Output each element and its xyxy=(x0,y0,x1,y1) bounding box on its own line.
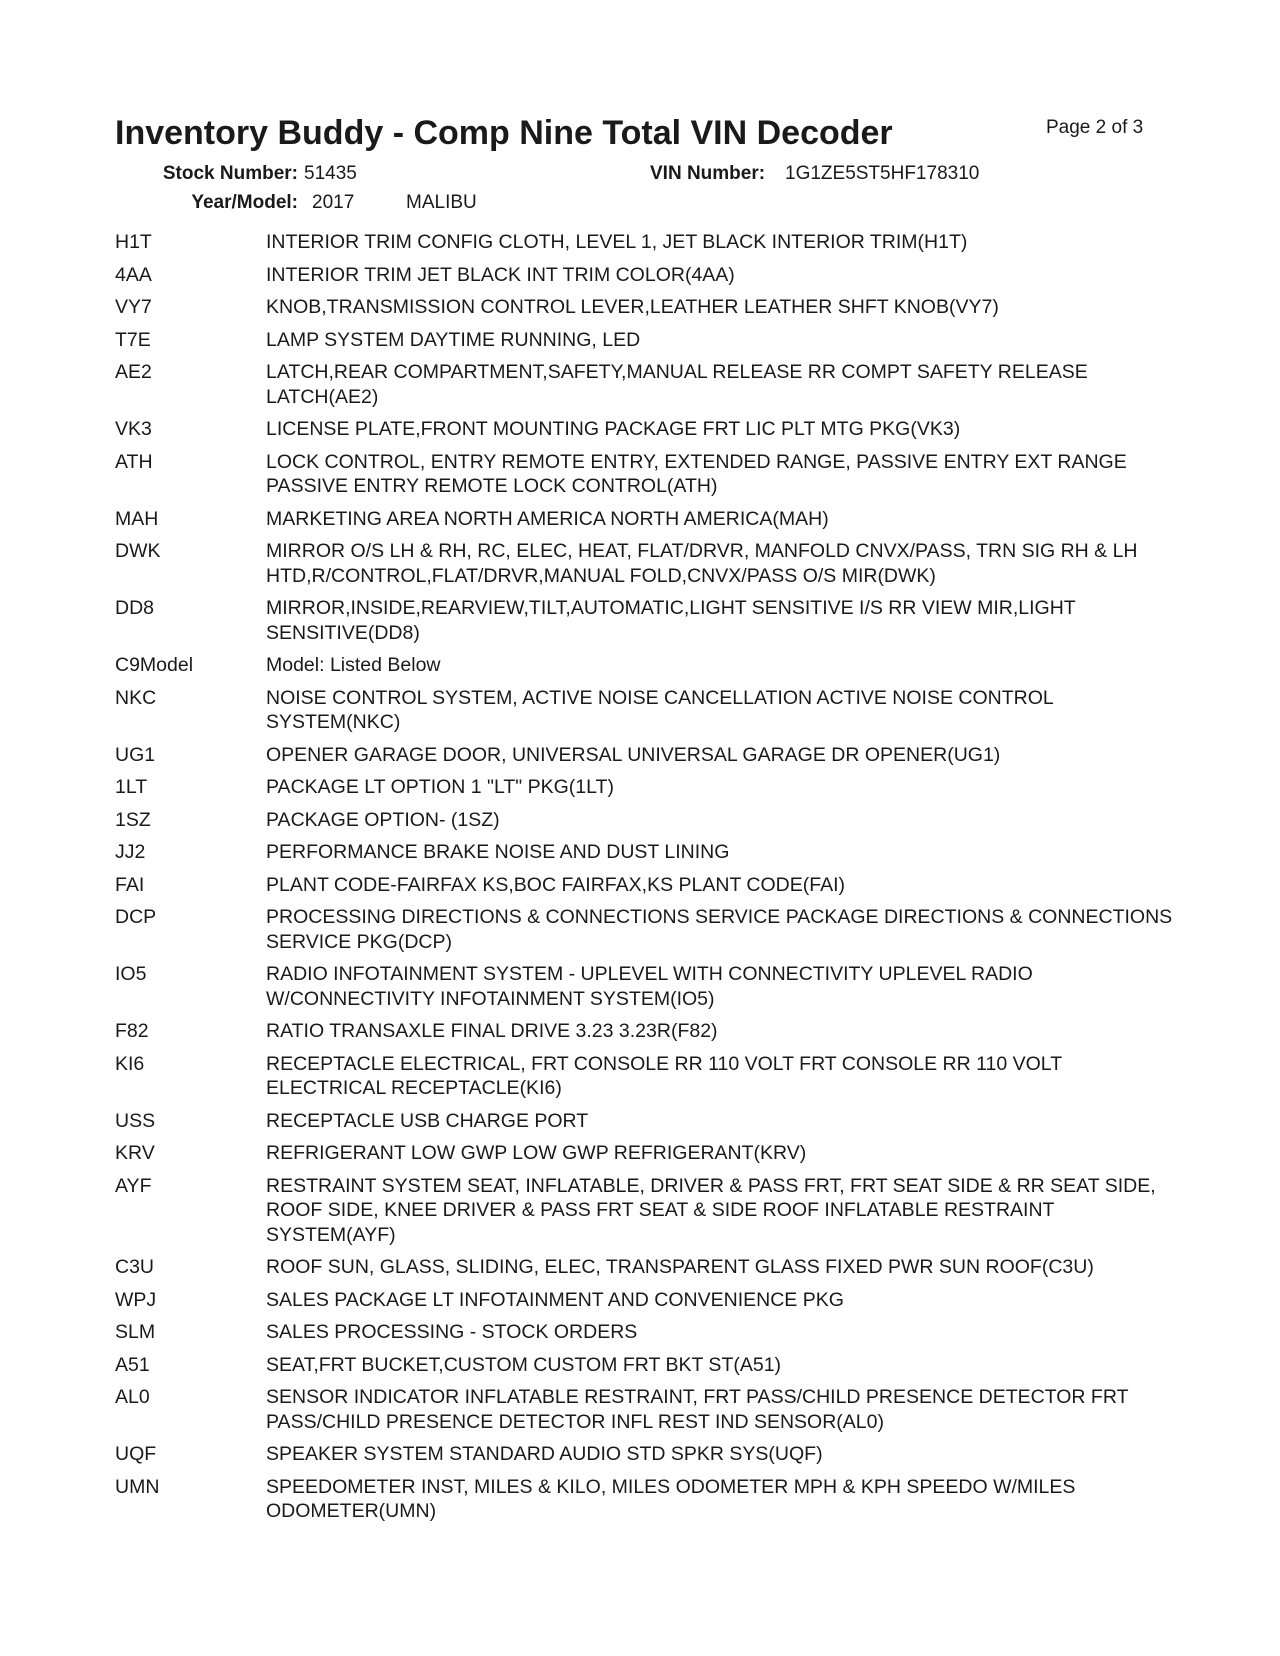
option-row xyxy=(115,1174,1175,1248)
option-row xyxy=(115,230,1175,255)
option-description: PERFORMANCE BRAKE NOISE AND DUST LINING xyxy=(266,841,730,863)
option-code: ATH xyxy=(115,450,153,473)
option-code: UG1 xyxy=(115,743,156,766)
option-code: T7E xyxy=(115,328,151,351)
vin-number-label: VIN Number: xyxy=(650,163,766,184)
option-row xyxy=(115,417,1175,442)
option-row xyxy=(115,686,1175,735)
option-description: PACKAGE LT OPTION 1 "LT" PKG(1LT) xyxy=(266,776,614,798)
option-description: INTERIOR TRIM CONFIG CLOTH, LEVEL 1, JET BLACK INTERIOR TRIM(H1T) xyxy=(266,231,968,253)
option-row xyxy=(115,1255,1175,1280)
option-description: INTERIOR TRIM JET BLACK INT TRIM COLOR(4AA) xyxy=(266,263,735,286)
option-description: MIRROR O/S LH & RH, RC, ELEC, HEAT, FLAT/DRVR, MANFOLD CNVX/PASS, TRN SIG RH & LH HTD,R/CONTROL,FLAT/DRVR,MANUAL FOLD,CNVX/PASS O/S MIR(DWK) xyxy=(266,540,1138,587)
option-description: NOISE CONTROL SYSTEM, ACTIVE NOISE CANCELLATION ACTIVE NOISE CONTROL SYSTEM(NKC) xyxy=(266,686,1054,733)
option-row xyxy=(115,743,1175,768)
option-code: DCP xyxy=(115,906,157,928)
option-code: UMN xyxy=(115,1475,160,1498)
option-code: VK3 xyxy=(115,418,152,440)
option-code: 1LT xyxy=(115,776,148,798)
stock-number-value: 51435 xyxy=(304,163,357,184)
option-description: LAMP SYSTEM DAYTIME RUNNING, LED xyxy=(266,328,641,351)
option-row xyxy=(115,360,1175,409)
option-row xyxy=(115,873,1175,898)
option-description: Model: Listed Below xyxy=(266,654,441,676)
option-description: PACKAGE OPTION- (1SZ) xyxy=(266,808,500,831)
option-code: AE2 xyxy=(115,361,152,383)
option-code: USS xyxy=(115,1109,156,1132)
option-code: 1SZ xyxy=(115,808,151,831)
option-code: 4AA xyxy=(115,263,152,286)
option-row xyxy=(115,775,1175,800)
year-value: 2017 xyxy=(312,192,355,213)
option-description: SALES PACKAGE LT INFOTAINMENT AND CONVENIENCE PKG xyxy=(266,1288,844,1311)
option-code: C3U xyxy=(115,1256,155,1278)
option-description: LICENSE PLATE,FRONT MOUNTING PACKAGE FRT LIC PLT MTG PKG(VK3) xyxy=(266,418,961,440)
option-row xyxy=(115,263,1175,288)
option-code: DWK xyxy=(115,540,161,562)
option-row xyxy=(115,905,1175,954)
option-code: AYF xyxy=(115,1174,152,1197)
option-description: RECEPTACLE ELECTRICAL, FRT CONSOLE RR 110 VOLT FRT CONSOLE RR 110 VOLT ELECTRICAL RECEPTACLE(KI6) xyxy=(266,1052,1062,1099)
option-code: SLM xyxy=(115,1321,156,1343)
option-code: IO5 xyxy=(115,963,147,985)
option-description: LOCK CONTROL, ENTRY REMOTE ENTRY, EXTENDED RANGE, PASSIVE ENTRY EXT RANGE PASSIVE ENTRY REMOTE LOCK CONTROL(ATH) xyxy=(266,450,1127,497)
option-code: DD8 xyxy=(115,597,155,619)
option-description: OPENER GARAGE DOOR, UNIVERSAL UNIVERSAL GARAGE DR OPENER(UG1) xyxy=(266,743,1001,766)
option-code: KI6 xyxy=(115,1052,145,1075)
option-code: JJ2 xyxy=(115,841,146,863)
option-description: RECEPTACLE USB CHARGE PORT xyxy=(266,1109,589,1132)
option-description: REFRIGERANT LOW GWP LOW GWP REFRIGERANT(KRV) xyxy=(266,1142,807,1164)
option-description: RATIO TRANSAXLE FINAL DRIVE 3.23 3.23R(F82) xyxy=(266,1020,718,1042)
option-description: RADIO INFOTAINMENT SYSTEM - UPLEVEL WITH CONNECTIVITY UPLEVEL RADIO W/CONNECTIVITY INFOTAINMENT SYSTEM(IO5) xyxy=(266,963,1033,1010)
option-row xyxy=(115,1442,1175,1467)
option-code: F82 xyxy=(115,1020,149,1042)
option-code: MAH xyxy=(115,507,159,530)
vin-number-value: 1G1ZE5ST5HF178310 xyxy=(785,163,980,184)
option-row xyxy=(115,295,1175,320)
option-description: SALES PROCESSING - STOCK ORDERS xyxy=(266,1321,638,1343)
option-row xyxy=(115,840,1175,865)
option-row xyxy=(115,808,1175,833)
option-row xyxy=(115,1019,1175,1044)
option-description: PLANT CODE-FAIRFAX KS,BOC FAIRFAX,KS PLANT CODE(FAI) xyxy=(266,873,846,896)
option-code: KRV xyxy=(115,1142,155,1164)
option-description: SENSOR INDICATOR INFLATABLE RESTRAINT, FRT PASS/CHILD PRESENCE DETECTOR FRT PASS/CHILD PRESENCE DETECTOR INFL REST IND SENSOR(AL0) xyxy=(266,1386,1129,1433)
option-description: MIRROR,INSIDE,REARVIEW,TILT,AUTOMATIC,LIGHT SENSITIVE I/S RR VIEW MIR,LIGHT SENSITIVE(DD8) xyxy=(266,597,1076,644)
option-row xyxy=(115,1320,1175,1345)
option-code: AL0 xyxy=(115,1386,150,1408)
option-description: PROCESSING DIRECTIONS & CONNECTIONS SERVICE PACKAGE DIRECTIONS & CONNECTIONS SERVICE PKG(DCP) xyxy=(266,906,1173,953)
page-number: Page 2 of 3 xyxy=(1046,117,1144,138)
option-row xyxy=(115,1353,1175,1378)
page-title: Inventory Buddy - Comp Nine Total VIN Decoder xyxy=(115,114,893,152)
option-description: SPEAKER SYSTEM STANDARD AUDIO STD SPKR SYS(UQF) xyxy=(266,1443,823,1465)
option-code: FAI xyxy=(115,873,145,896)
option-code: H1T xyxy=(115,231,152,253)
option-description: ROOF SUN, GLASS, SLIDING, ELEC, TRANSPARENT GLASS FIXED PWR SUN ROOF(C3U) xyxy=(266,1256,1094,1278)
option-description: LATCH,REAR COMPARTMENT,SAFETY,MANUAL RELEASE RR COMPT SAFETY RELEASE LATCH(AE2) xyxy=(266,361,1088,408)
option-description: MARKETING AREA NORTH AMERICA NORTH AMERICA(MAH) xyxy=(266,507,829,530)
stock-number-label: Stock Number: xyxy=(162,163,298,184)
option-description: RESTRAINT SYSTEM SEAT, INFLATABLE, DRIVER & PASS FRT, FRT SEAT SIDE & RR SEAT SIDE, ROOF SIDE, KNEE DRIVER & PASS FRT SEAT & SIDE ROOF INFLATABLE RESTRAINT SYSTEM(AYF) xyxy=(266,1174,1156,1246)
option-description: SEAT,FRT BUCKET,CUSTOM CUSTOM FRT BKT ST(A51) xyxy=(266,1353,782,1376)
option-code: C9Model xyxy=(115,654,194,676)
option-row xyxy=(115,507,1175,532)
model-value: MALIBU xyxy=(406,192,477,213)
option-row xyxy=(115,596,1175,645)
option-code-list xyxy=(115,230,1175,1532)
option-row xyxy=(115,653,1175,678)
option-code: VY7 xyxy=(115,296,152,318)
year-model-label: Year/Model: xyxy=(191,192,298,213)
option-row xyxy=(115,1475,1175,1524)
option-code: WPJ xyxy=(115,1288,157,1311)
option-code: A51 xyxy=(115,1353,150,1376)
option-description: KNOB,TRANSMISSION CONTROL LEVER,LEATHER LEATHER SHFT KNOB(VY7) xyxy=(266,296,999,318)
option-description: SPEEDOMETER INST, MILES & KILO, MILES ODOMETER MPH & KPH SPEEDO W/MILES ODOMETER(UMN) xyxy=(266,1475,1076,1522)
option-row xyxy=(115,539,1175,588)
option-row xyxy=(115,1288,1175,1313)
option-row xyxy=(115,1385,1175,1434)
option-row xyxy=(115,1109,1175,1134)
option-code: NKC xyxy=(115,686,157,709)
option-code: UQF xyxy=(115,1443,157,1465)
option-row xyxy=(115,328,1175,353)
option-row xyxy=(115,1141,1175,1166)
option-row xyxy=(115,1052,1175,1101)
option-row xyxy=(115,450,1175,499)
option-row xyxy=(115,962,1175,1011)
